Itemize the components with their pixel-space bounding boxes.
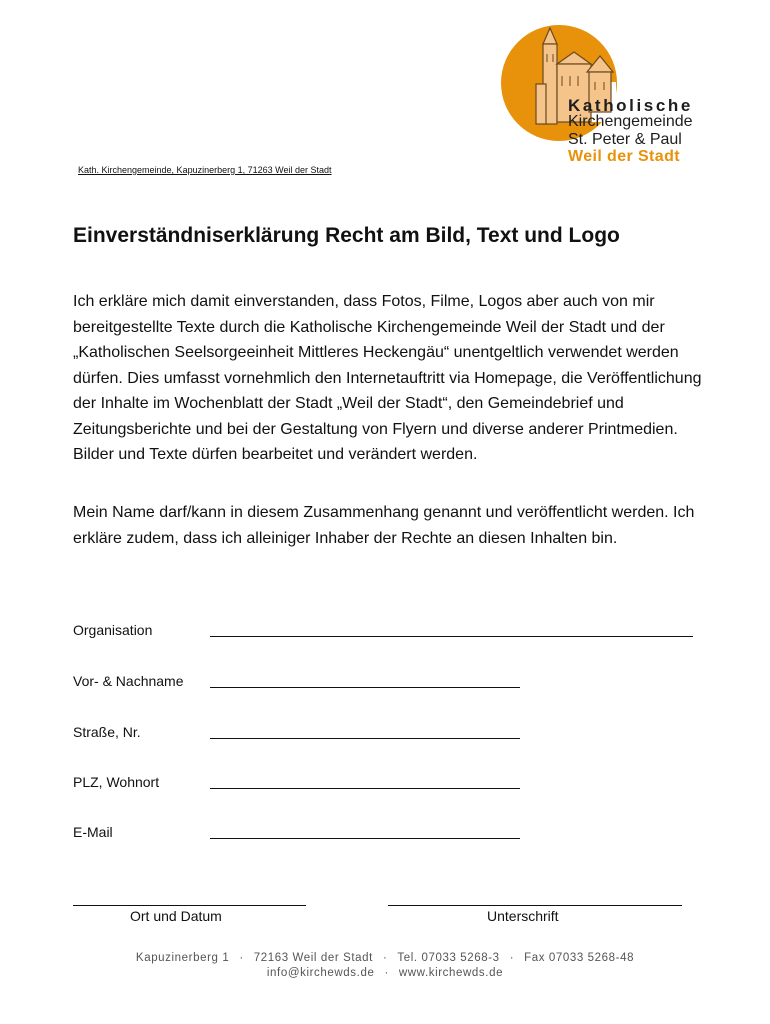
consent-paragraph: Ich erkläre mich damit einverstanden, dass Fotos, Filme, Logos aber auch von mir bereitgestellte Texte durch die Katholische Kirchengemeinde Weil der Stadt und der „Katholischen Seelsorgeeinheit Mittleres Heckengäu“ unentgeltlich verwendet werden dürfen. Dies umfasst vornehmlich den Internetauftritt via Homepage, die Veröffentlichung der Inhalte im Wochenblatt der Stadt „Weil der Stadt“, den Gemeindebrief und Zeitungsberichte und bei der Gestaltung von Flyern und diverse anderer Printmedien. Bilder und Texte dürfen bearbeitet und verändert werden. — [73, 293, 702, 463]
logo-text-katholische: Katholische — [568, 96, 693, 115]
name-rights-paragraph: Mein Name darf/kann in diesem Zusammenhang genannt und veröffentlicht werden. Ich erkläre zudem, dass ich alleiniger Inhaber der Rechte an diesen Inhalten bin. — [73, 504, 695, 547]
signature-label: Unterschrift — [487, 908, 559, 924]
name-label: Vor- & Nachname — [73, 673, 184, 689]
footer-address: Kapuzinerberg 1 — [135, 952, 230, 964]
logo-text-parish-name: St. Peter & Paul — [568, 131, 682, 148]
email-label: E-Mail — [73, 824, 113, 840]
place-date-label: Ort und Datum — [130, 908, 222, 924]
footer-web-link[interactable]: www.kirchewds.de — [398, 967, 504, 979]
footer-phone: Tel. 07033 5268-3 — [397, 952, 500, 964]
street-label: Straße, Nr. — [73, 724, 141, 740]
footer-fax: Fax 07033 5268-48 — [524, 952, 635, 964]
parish-logo — [500, 24, 725, 174]
footer-contact-line: Kapuzinerberg 1 · 72163 Weil der Stadt · Tel. 07033 5268-3 · Fax 07033 5268-48 — [135, 952, 635, 964]
organisation-label: Organisation — [73, 622, 153, 638]
place-date-field[interactable] — [73, 905, 306, 906]
name-field[interactable] — [210, 687, 520, 688]
footer-email-link[interactable]: info@kirchewds.de — [266, 967, 375, 979]
signature-field[interactable] — [388, 905, 682, 906]
logo-text-town: Weil der Stadt — [568, 148, 680, 165]
organisation-field[interactable] — [210, 636, 693, 637]
document-title: Einverständniserklärung Recht am Bild, Text und Logo — [73, 224, 620, 247]
city-field[interactable] — [210, 788, 520, 789]
footer-city: 72163 Weil der Stadt — [253, 952, 373, 964]
sender-address-line: Kath. Kirchengemeinde, Kapuzinerberg 1, 71263 Weil der Stadt — [78, 165, 332, 175]
footer-web-line: info@kirchewds.de · www.kirchewds.de — [266, 967, 504, 979]
email-field[interactable] — [210, 838, 520, 839]
city-label: PLZ, Wohnort — [73, 774, 160, 790]
street-field[interactable] — [210, 738, 520, 739]
logo-text-kirchengemeinde: Kirchengemeinde — [568, 113, 693, 130]
